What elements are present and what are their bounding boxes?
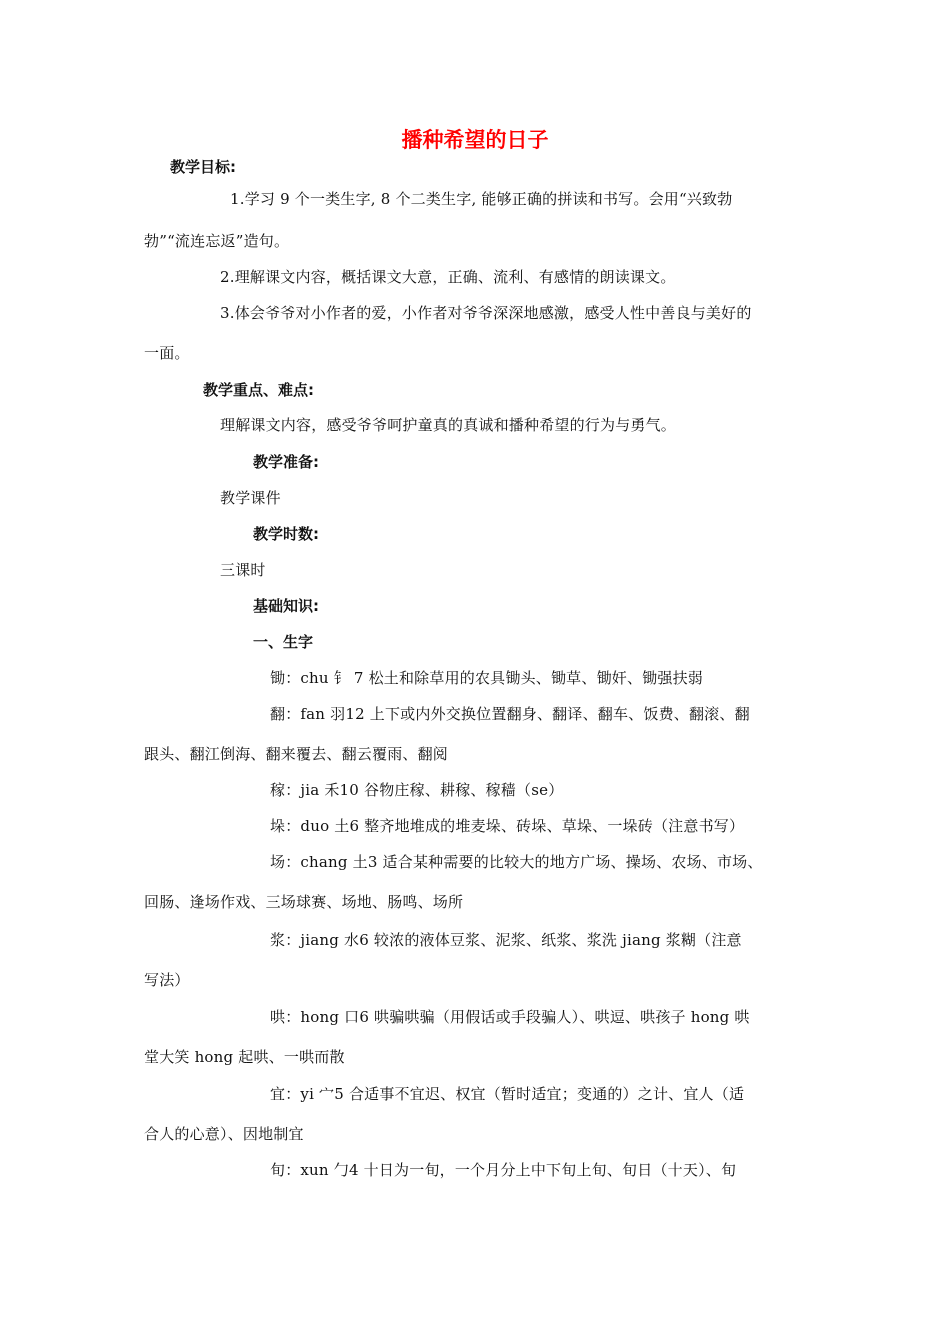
heading-section-characters: 一、生字: [253, 633, 314, 651]
heading-preparation: 教学准备:: [253, 453, 319, 471]
character-entry-continued: 合人的心意）、因地制宜: [144, 1125, 304, 1143]
objective-line-4: 3.体会爷爷对小作者的爱，小作者对爷爷深深地感激，感受人性中善良与美好的: [220, 304, 752, 322]
character-entry: 翻：fan 羽12 上下或内外交换位置翻身、翻译、翻车、饭费、翻滚、翻: [270, 705, 750, 723]
character-entry: 宜：yi 宀5 合适事不宜迟、权宜（暂时适宜；变通的）之计、宜人（适: [270, 1085, 745, 1103]
character-entry-continued: 写法）: [144, 971, 190, 989]
character-entry: 浆：jiang 水6 较浓的液体豆浆、泥浆、纸浆、浆洗 jiang 浆糊（注意: [270, 931, 742, 949]
key-points-text: 理解课文内容，感受爷爷呵护童真的真诚和播种希望的行为与勇气。: [220, 416, 677, 434]
character-entry: 垛：duo 土6 整齐地堆成的堆麦垛、砖垛、草垛、一垛砖（注意书写）: [270, 817, 745, 835]
objective-line-3: 2.理解课文内容，概括课文大意，正确、流利、有感情的朗读课文。: [220, 268, 676, 286]
objective-line-1: 1.学习 9 个一类生字, 8 个二类生字, 能够正确的拼读和书写。会用“兴致勃: [230, 190, 733, 208]
objective-line-5: 一面。: [144, 344, 190, 362]
heading-hours: 教学时数:: [253, 525, 319, 543]
page-title: 播种希望的日子: [401, 128, 549, 152]
character-entry: 场：chang 土3 适合某种需要的比较大的地方广场、操场、农场、市场、: [270, 853, 763, 871]
objective-line-2: 勃”“流连忘返”造句。: [144, 232, 290, 250]
character-entry-continued: 堂大笑 hong 起哄、一哄而散: [144, 1048, 345, 1066]
heading-key-points: 教学重点、难点:: [203, 381, 314, 399]
heading-objectives: 教学目标:: [170, 158, 236, 176]
preparation-text: 教学课件: [220, 489, 281, 507]
hours-text: 三课时: [220, 561, 266, 579]
character-entry: 锄：chu 钅 7 松土和除草用的农具锄头、锄草、锄奸、锄强扶弱: [270, 669, 703, 687]
heading-basics: 基础知识:: [253, 597, 319, 615]
character-entry: 稼：jia 禾10 谷物庄稼、耕稼、稼穑（se）: [270, 781, 564, 799]
character-entry: 旬：xun 勹4 十日为一旬，一个月分上中下旬上旬、旬日（十天）、旬: [270, 1161, 737, 1179]
character-entry-continued: 跟头、翻江倒海、翻来覆去、翻云覆雨、翻阅: [144, 745, 449, 763]
character-entry-continued: 回肠、逢场作戏、三场球赛、场地、肠鸣、场所: [144, 893, 464, 911]
character-entry: 哄：hong 口6 哄骗哄骗（用假话或手段骗人）、哄逗、哄孩子 hong 哄: [270, 1008, 750, 1026]
